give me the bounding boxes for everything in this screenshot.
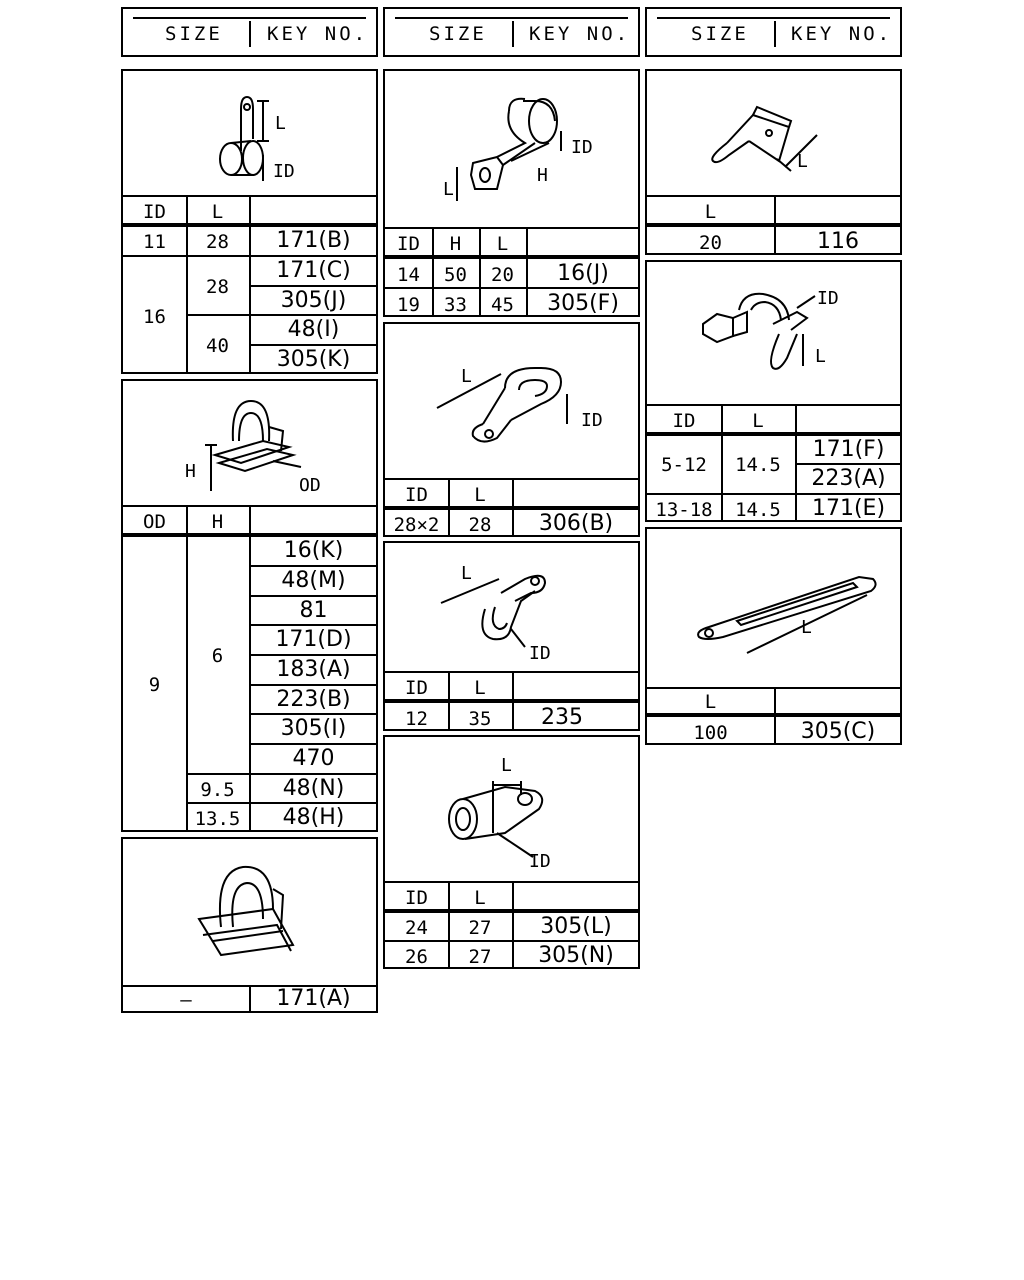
cell-key: 235: [541, 705, 583, 730]
cell-h: 6: [211, 645, 224, 667]
panel-loop-clamp: [383, 541, 640, 731]
cell-key: 223(A): [811, 466, 886, 491]
cell-id: 5-12: [661, 454, 707, 476]
cell-key: 16(J): [557, 261, 609, 286]
cell-od: 9: [148, 674, 161, 696]
cell-key: 171(D): [275, 627, 352, 652]
col-id: ID: [405, 484, 428, 506]
col-l: L: [496, 233, 509, 255]
cell-id: 12: [405, 708, 428, 730]
cell-id: 19: [397, 294, 420, 316]
cell-key: 171(F): [812, 437, 885, 462]
cell-l: 20: [699, 232, 722, 254]
cell-l: 40: [206, 335, 229, 357]
col-id: ID: [143, 201, 166, 223]
cell-id: 14: [397, 264, 420, 286]
col-h: H: [211, 511, 224, 533]
edge-clip-drawing: [123, 839, 376, 985]
cell-key: 305(N): [538, 943, 614, 968]
cell-key: 171(C): [276, 258, 351, 283]
panel-p-clip: [383, 735, 640, 969]
header-size: SIZE: [165, 23, 223, 45]
slotted-strap-drawing: [647, 529, 900, 687]
loop-clamp-drawing: [385, 543, 638, 671]
fig-label-l: L: [815, 346, 826, 367]
cell-key: 305(J): [280, 288, 347, 313]
header-size: SIZE: [429, 23, 487, 45]
panel-oval-clamp: [383, 322, 640, 537]
cell-l: 14.5: [735, 454, 781, 476]
cell-h: 13.5: [194, 808, 241, 830]
col-l: L: [704, 691, 717, 713]
cell-l: 35: [468, 708, 492, 730]
panel-push-mount-clamp: [645, 260, 902, 522]
offset-clamp-drawing: [385, 71, 638, 227]
cell-key: 81: [299, 598, 328, 623]
oval-clamp-drawing: [385, 324, 638, 478]
col-id: ID: [405, 677, 428, 699]
fig-label-id: ID: [529, 643, 551, 664]
header-col1: [121, 7, 378, 57]
cell-key: 305(K): [276, 347, 351, 372]
fig-label-h: H: [185, 461, 196, 482]
fig-label-od: OD: [299, 475, 321, 496]
cell-key: 48(N): [282, 776, 345, 801]
cell-key: 305(L): [540, 914, 612, 939]
col-l: L: [752, 410, 764, 432]
header-col3: [645, 7, 902, 57]
cell-l: 28: [206, 231, 229, 253]
cell-l: 27: [468, 946, 492, 968]
panel-slotted-strap: [645, 527, 902, 745]
header-key-no: KEY NO.: [529, 23, 631, 45]
col-id: ID: [397, 233, 420, 255]
cell-key: 183(A): [276, 657, 351, 682]
panel-offset-clamp: [383, 69, 640, 317]
fig-label-h: H: [537, 165, 548, 186]
cell-id: 16: [143, 306, 166, 328]
cell-l: 28: [206, 276, 229, 298]
cell-key: 16(K): [283, 538, 344, 563]
cell-key: 305(F): [547, 291, 619, 316]
cell-id: 13-18: [655, 499, 713, 521]
col-id: ID: [672, 410, 696, 432]
cell-h: 9.5: [200, 779, 235, 801]
col-id: ID: [405, 887, 428, 909]
cell-key: 305(C): [800, 719, 876, 744]
cell-id: 24: [405, 917, 428, 939]
col-l: L: [211, 201, 224, 223]
clamp-tab-drawing: [123, 71, 376, 195]
cell-key: 470: [292, 746, 335, 771]
col-h: H: [449, 233, 462, 255]
header-col2: [383, 7, 640, 57]
fig-label-l: L: [275, 113, 286, 134]
col-l: L: [474, 887, 486, 909]
header-key-no: KEY NO.: [791, 23, 893, 45]
cell-l: 28: [468, 514, 492, 536]
fig-label-l: L: [461, 563, 472, 584]
panel-angle-tab: [645, 69, 902, 255]
cell-id: 11: [143, 231, 166, 253]
cell-key: 223(B): [276, 687, 351, 712]
fig-label-id: ID: [581, 410, 603, 431]
cell-key: 171(B): [276, 228, 351, 253]
cell-key: 48(M): [281, 568, 346, 593]
fig-label-l: L: [443, 179, 454, 200]
fig-label-l: L: [461, 366, 472, 387]
push-clip-drawing: [123, 381, 376, 505]
cell-l: 20: [491, 264, 514, 286]
cell-key: 116: [817, 229, 859, 254]
fig-label-l: L: [797, 151, 808, 172]
header-key-no: KEY NO.: [267, 23, 369, 45]
panel-clamp-tab: [121, 69, 378, 374]
cell-key: 48(I): [287, 317, 340, 342]
header-size: SIZE: [691, 23, 749, 45]
cell-id: 28×2: [393, 514, 440, 536]
col-l: L: [474, 484, 486, 506]
fig-label-l: L: [801, 617, 812, 638]
push-mount-clamp-drawing: [647, 262, 900, 404]
cell-size-dash: —: [180, 989, 192, 1011]
col-l: L: [704, 201, 717, 223]
panel-edge-clip: [121, 837, 378, 1013]
cell-l: 14.5: [735, 499, 781, 521]
fig-label-id: ID: [817, 288, 839, 309]
cell-key: 171(A): [276, 986, 351, 1011]
fig-label-id: ID: [273, 161, 295, 182]
fig-label-l: L: [501, 755, 512, 776]
cell-key: 306(B): [538, 511, 614, 536]
cell-key: 48(H): [282, 805, 345, 830]
fig-label-id: ID: [571, 137, 593, 158]
cell-h: 50: [444, 264, 467, 286]
col-od: OD: [143, 511, 166, 533]
panel-push-clip: [121, 379, 378, 832]
cell-id: 26: [405, 946, 428, 968]
angle-tab-drawing: [647, 71, 900, 195]
cell-l: 27: [468, 917, 492, 939]
col-l: L: [474, 677, 486, 699]
cell-l: 45: [491, 294, 514, 316]
cell-l: 100: [693, 722, 728, 744]
cell-h: 33: [444, 294, 467, 316]
cell-key: 171(E): [811, 496, 886, 521]
fig-label-id: ID: [529, 851, 551, 872]
cell-key: 305(I): [280, 716, 347, 741]
p-clip-drawing: [385, 737, 638, 881]
